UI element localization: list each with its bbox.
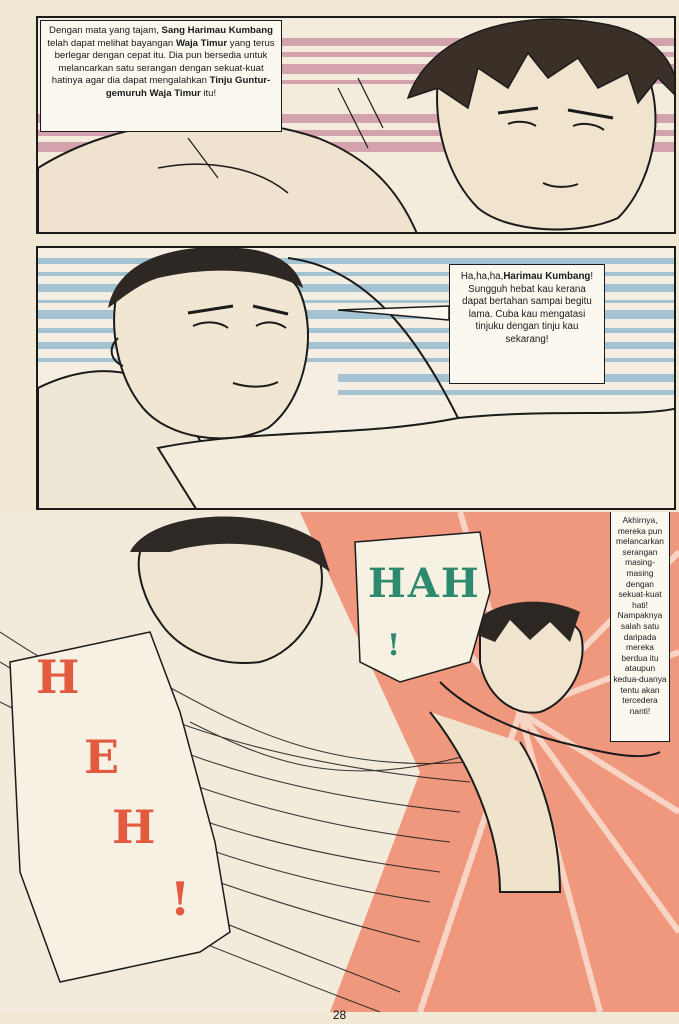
speech-bubble-villain: Ha,ha,ha,Harimau Kumbang! Sungguh hebat kau kerana dapat bertahan sampai begitu lama. Cuba kau mengatasi tinjuku dengan tinju kau sekarang! bbox=[449, 264, 605, 384]
sfx-hah: HAH bbox=[368, 560, 481, 607]
narration-caption-1: Dengan mata yang tajam, Sang Harimau Kumbang telah dapat melihat bayangan Waja Timur yang terus berlegar dengan cepat itu. Dia pun bersedia untuk melancarkan satu serangan dengan sekuat-kuat hatinya agar dia dapat mengalahkan Tinju Guntur-gemuruh Waja Timur itu! bbox=[40, 20, 282, 132]
narration-caption-2: Akhirnya, mereka pun melancarkan serangan masing-masing dengan sekuat-kuat hati! Nampaknya salah satu daripada mereka berdua itu ataupun kedua-duanya tentu akan tercedera nanti! bbox=[610, 512, 670, 742]
sfx-heh-letter-2: E bbox=[84, 730, 120, 784]
sfx-hah-exclamation: ! bbox=[387, 628, 401, 663]
panel-3 bbox=[0, 512, 679, 1012]
panel-1 bbox=[36, 16, 676, 234]
sfx-heh-exclamation: ! bbox=[170, 872, 191, 926]
panel-2 bbox=[36, 246, 676, 510]
page-number: 28 bbox=[332, 1008, 347, 1022]
sfx-heh-letter-3: H bbox=[112, 800, 156, 854]
sfx-heh-letter-1: H bbox=[36, 650, 80, 704]
